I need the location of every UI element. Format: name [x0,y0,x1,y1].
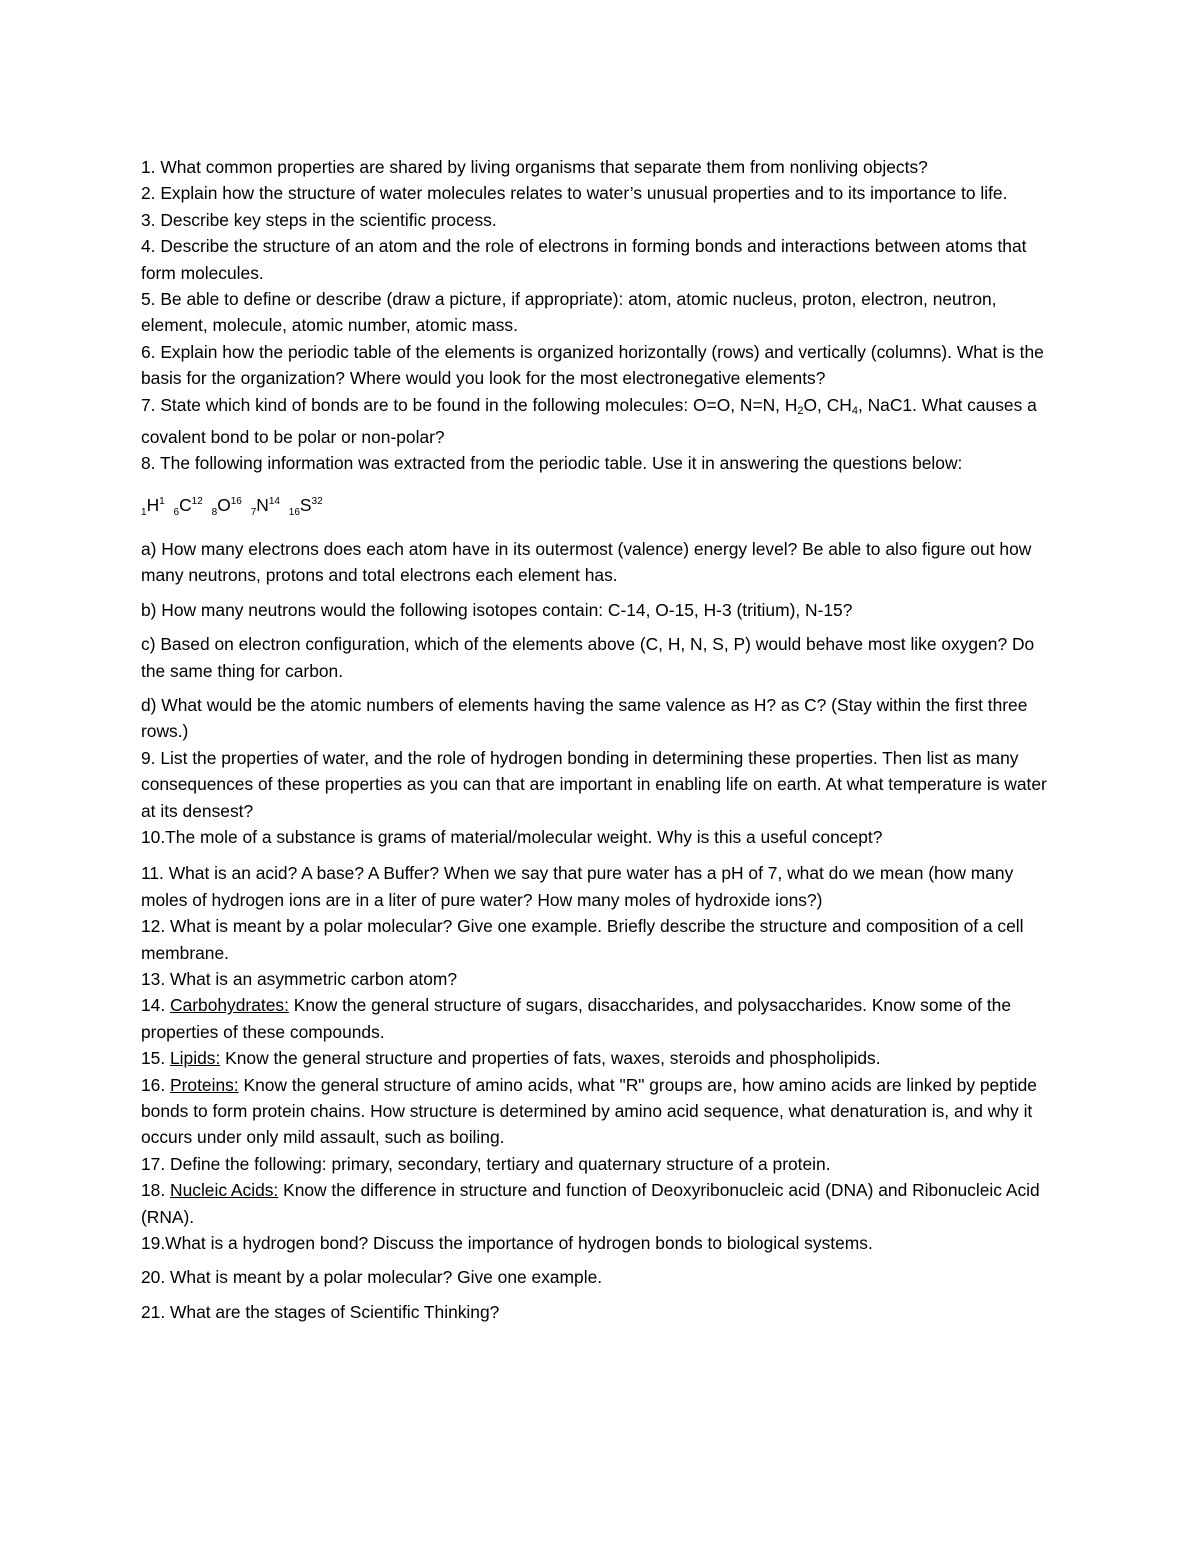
element-list [141,487,1061,528]
question-8: 8. The following information was extracted from the periodic table. Use it in answering the questions below: [141,453,963,474]
element-hydrogen: $_1H^1$ [141,494,165,518]
topic-proteins: Proteins: [170,1074,239,1095]
question-18: 18. Nucleic Acids: Know the difference in structure and function of Deoxyribonucleic acid (DNA) and Ribonucleic Acid (RNA). [141,1180,1040,1227]
question-5: 5. Be able to define or describe (draw a picture, if appropriate): atom, atomic nucleus, proton, electron, neutron, element, molecule, atomic number, atomic mass. [141,289,997,336]
question-6: 6. Explain how the periodic table of the elements is organized horizontally (rows) and vertically (columns). What is the basis for the organization? Where would you look for the most electronegative elements? [141,341,1044,389]
question-12: 12. What is meant by a polar molecular? Give one example. Briefly describe the structure and composition of a cell membrane. [141,916,1024,963]
question-8c: c) Based on electron configuration, which of the elements above (C, H, N, S, P) would behave most like oxygen? Do the same thing for carbon. [141,634,1035,681]
question-10: 10.The mole of a substance is grams of material/molecular weight. Why is this a useful concept? [141,826,883,847]
question-11: 11. What is an acid? A base? A Buffer? When we say that pure water has a pH of 7, what do we mean (how many moles of hydrogen ions are in a liter of pure water? How many moles of hydroxide ions?) [141,863,1014,910]
element-oxygen: $_8O^{16}$ [211,494,242,518]
question-15: 15. Lipids: Know the general structure and properties of fats, waxes, steroids and phospholipids. [141,1048,881,1069]
question-16: 16. Proteins: Know the general structure of amino acids, what "R" groups are, how amino acids are linked by peptide bonds to form protein chains. How structure is determined by amino acid sequence, what denaturation is, and why it occurs under only mild assault, such as boiling. [141,1074,1037,1148]
topic-carbohydrates: Carbohydrates: [170,995,289,1016]
question-4: 4. Describe the structure of an atom and the role of electrons in forming bonds and interactions between atoms that form molecules. [141,236,1027,283]
question-1: 1. What common properties are shared by living organisms that separate them from nonliving objects? [141,157,928,177]
question-9: 9. List the properties of water, and the role of hydrogen bonding in determining these properties. Then list as many consequences of these properties as you can that are important in enabling life on earth. At what temperature is water at its densest? [141,747,1047,821]
topic-nucleic-acids: Nucleic Acids: [170,1180,279,1201]
question-8b: b) How many neutrons would the following isotopes contain: C-14, O-15, H-3 (tritium), N-15? [141,599,853,620]
question-17: 17. Define the following: primary, secondary, tertiary and quaternary structure of a protein. [141,1153,831,1174]
question-3: 3. Describe key steps in the scientific process. [141,209,497,230]
question-21: 21. What are the stages of Scientific Thinking? [141,1301,500,1322]
question-13: 13. What is an asymmetric carbon atom? [141,968,458,989]
question-2: 2. Explain how the structure of water molecules relates to water’s unusual properties and to its importance to life. [141,183,1008,204]
question-14: 14. Carbohydrates: Know the general structure of sugars, disaccharides, and polysaccharides. Know some of the properties of these compounds. [141,995,1012,1042]
topic-lipids: Lipids: [170,1048,221,1069]
element-nitrogen: $_7N^{14}$ [250,494,280,518]
element-carbon: $_6C^{12}$ [173,494,203,518]
question-7: 7. State which kind of bonds are to be found in the following molecules: O=O, N=N, H2O, CH4, NaC1. What causes a covalent bond to be polar or non-polar? [141,394,1037,448]
question-8d: d) What would be the atomic numbers of elements having the same valence as H? as C? (Stay within the first three rows.) [141,694,1028,742]
element-sulfur: $_{16}S^{32}$ [288,494,323,518]
question-20: 20. What is meant by a polar molecular? Give one example. [141,1267,603,1288]
question-8a: a) How many electrons does each atom have in its outermost (valence) energy level? Be able to also figure out how many neutrons, protons and total electrons each element has. [141,538,1032,586]
question-19: 19.What is a hydrogen bond? Discuss the importance of hydrogen bonds to biological systems. [141,1233,873,1254]
question-list [141,154,1061,1325]
